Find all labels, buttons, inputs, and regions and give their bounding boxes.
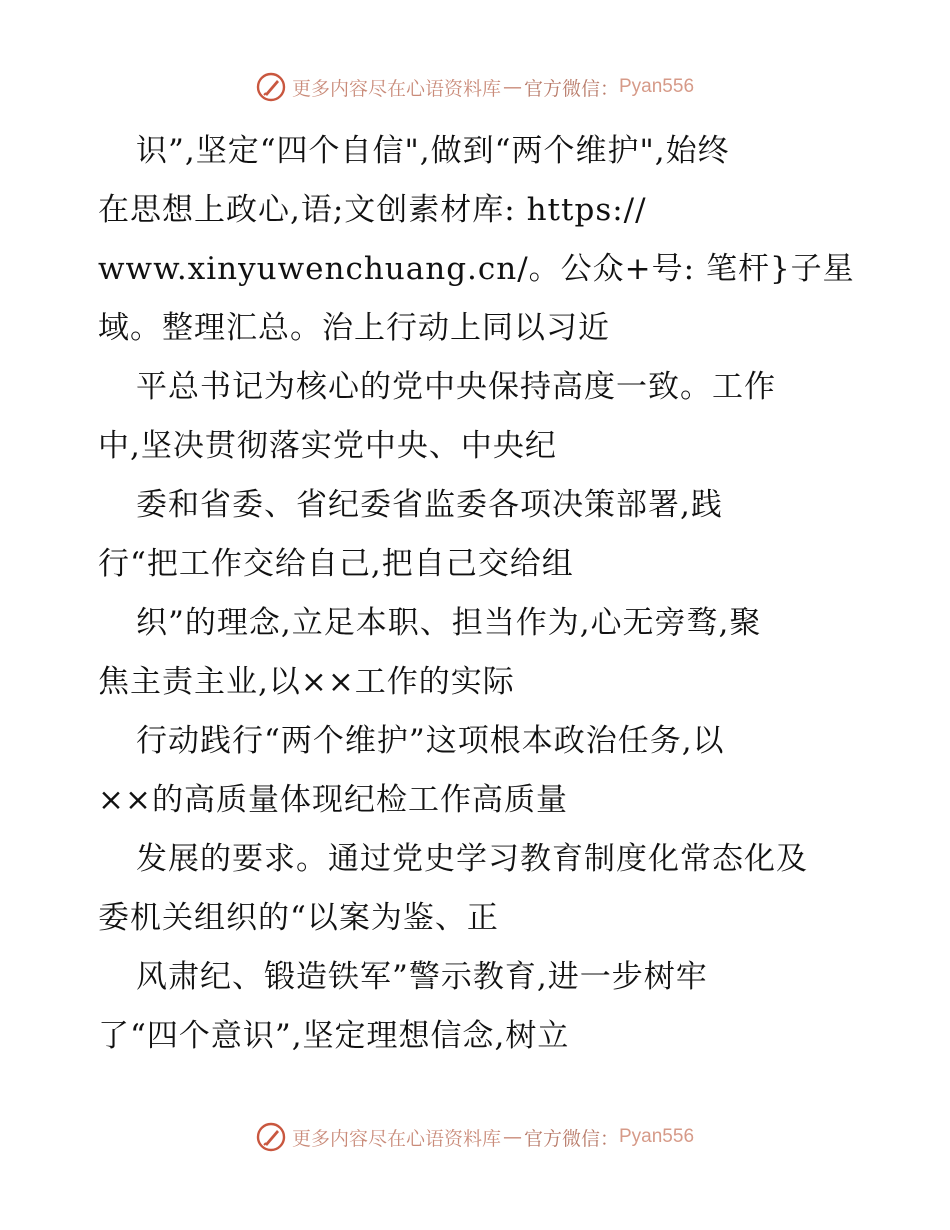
quill-logo-icon: [256, 1122, 286, 1152]
text-line: 发展的要求。通过党史学习教育制度化常态化及: [136, 841, 808, 877]
text-line: 风肃纪、锻造铁军”警示教育,进一步树牢: [136, 959, 708, 995]
text-line: 识”,坚定“四个自信",做到“两个维护",始终: [136, 133, 730, 169]
text-line: 平总书记为核心的党中央保持高度一致。工作: [136, 369, 776, 405]
text-line: 了“四个意识”,坚定理想信念,树立: [98, 1018, 570, 1054]
watermark-official-label: 官方微信：: [523, 77, 619, 100]
text-line: 委机关组织的“以案为鉴、正: [98, 900, 499, 936]
text-line: 域。整理汇总。治上行动上同以习近: [98, 310, 610, 346]
text-line: 织”的理念,立足本职、担当作为,心无旁骛,聚: [136, 605, 762, 641]
text-line: www.xinyuwenchuang.cn/。公众+号: 笔杆}子星: [98, 251, 855, 287]
footer-watermark: [0, 1122, 950, 1152]
watermark-account: Pyan556: [619, 1126, 695, 1147]
watermark-official-label: 官方微信：: [523, 1127, 619, 1150]
text-line: 中,坚决贯彻落实党中央、中央纪: [98, 428, 557, 464]
watermark-account: Pyan556: [619, 76, 695, 97]
text-line: 行动践行“两个维护”这项根本政治任务,以: [136, 723, 725, 759]
watermark-main-text: 更多内容尽在心语资料库: [291, 1127, 501, 1150]
watermark-dash: —: [502, 76, 522, 98]
quill-logo-icon: [256, 72, 286, 102]
text-line: ××的高质量体现纪检工作高质量: [98, 782, 568, 818]
watermark-dash: —: [502, 1126, 522, 1148]
header-watermark: [0, 72, 950, 102]
text-line: 在思想上政心,语;文创素材库: https://: [98, 192, 647, 228]
text-line: 行“把工作交给自己,把自己交给组: [98, 546, 574, 582]
document-body: [98, 122, 868, 1066]
text-line: 委和省委、省纪委省监委各项决策部署,践: [136, 487, 723, 523]
watermark-main-text: 更多内容尽在心语资料库: [291, 77, 501, 100]
text-line: 焦主责主业,以××工作的实际: [98, 664, 515, 700]
